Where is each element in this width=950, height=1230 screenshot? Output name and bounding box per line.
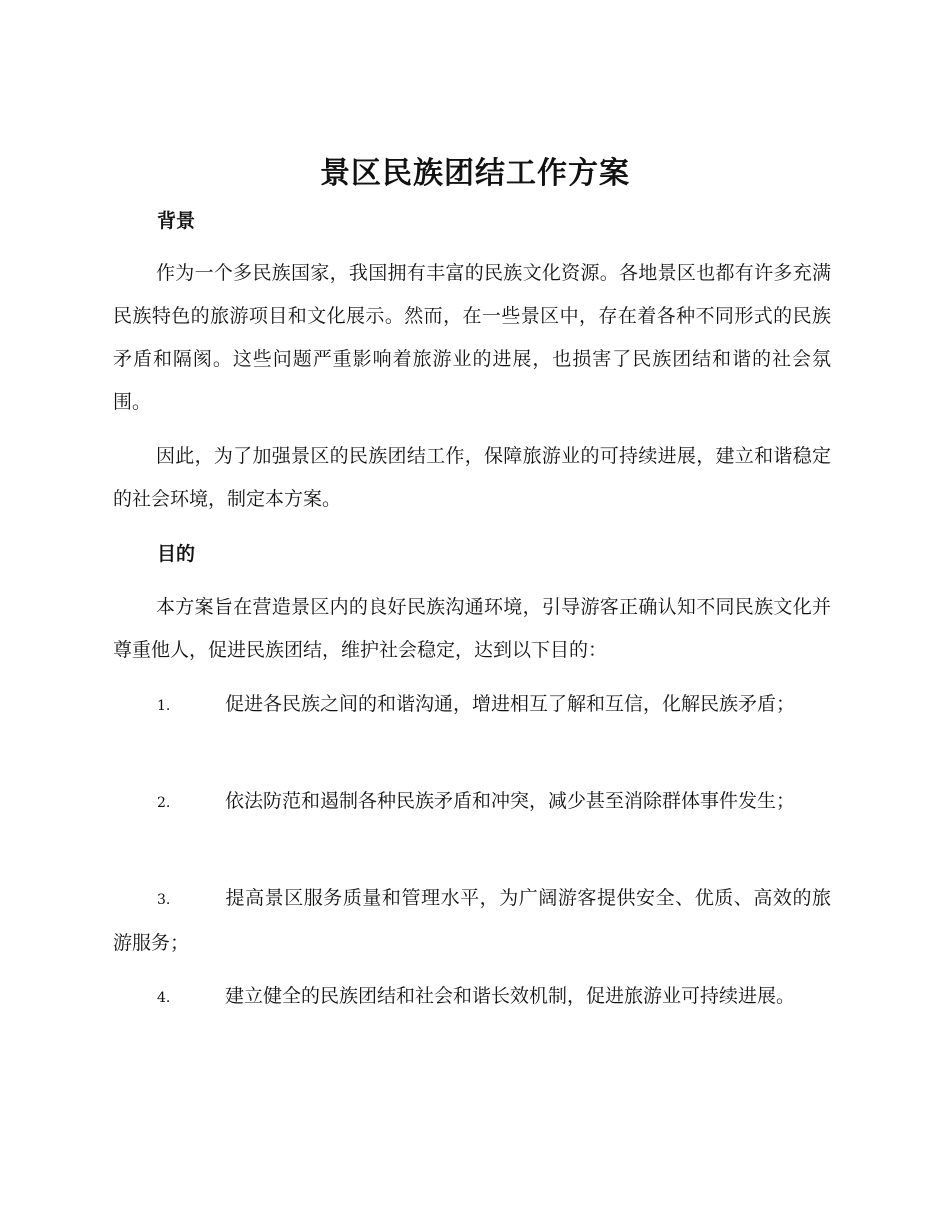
background-paragraph-1: 作为一个多民族国家，我国拥有丰富的民族文化资源。各地景区也都有许多充满民族特色的旅游项目和文化展示。然而，在一些景区中，存在着各种不同形式的民族矛盾和隔阂。这些问题严重影响着旅游业的进展，也损害了民族团结和谐的社会氛围。 bbox=[113, 262, 831, 413]
list-item-number: 1. bbox=[157, 698, 171, 714]
list-item-text: 依法防范和遏制各种民族矛盾和冲突，减少甚至消除群体事件发生； bbox=[225, 790, 796, 812]
purpose-list-item-4 bbox=[113, 975, 831, 1020]
document-title: 景区民族团结工作方案 bbox=[320, 156, 630, 191]
purpose-list-item-2 bbox=[113, 780, 831, 825]
section-heading-background: 背景 bbox=[157, 210, 196, 232]
purpose-list-item-1 bbox=[113, 683, 831, 728]
list-item-text: 促进各民族之间的和谐沟通，增进相互了解和互信，化解民族矛盾； bbox=[225, 693, 796, 715]
section-heading-purpose: 目的 bbox=[157, 543, 196, 565]
list-item-number: 2. bbox=[157, 795, 171, 811]
list-item-text: 提高景区服务质量和管理水平，为广阔游客提供安全、优质、高效的旅游服务； bbox=[113, 887, 831, 954]
list-item-number: 3. bbox=[157, 892, 171, 908]
background-paragraph-2: 因此，为了加强景区的民族团结工作，保障旅游业的可持续进展，建立和谐稳定的社会环境，制定本方案。 bbox=[113, 445, 831, 510]
purpose-list-item-3 bbox=[113, 877, 831, 965]
list-item-text: 建立健全的民族团结和社会和谐长效机制，促进旅游业可持续进展。 bbox=[225, 985, 796, 1007]
list-item-number: 4. bbox=[157, 990, 171, 1006]
purpose-paragraph: 本方案旨在营造景区内的良好民族沟通环境，引导游客正确认知不同民族文化并尊重他人，促进民族团结，维护社会稳定，达到以下目的： bbox=[113, 596, 831, 661]
